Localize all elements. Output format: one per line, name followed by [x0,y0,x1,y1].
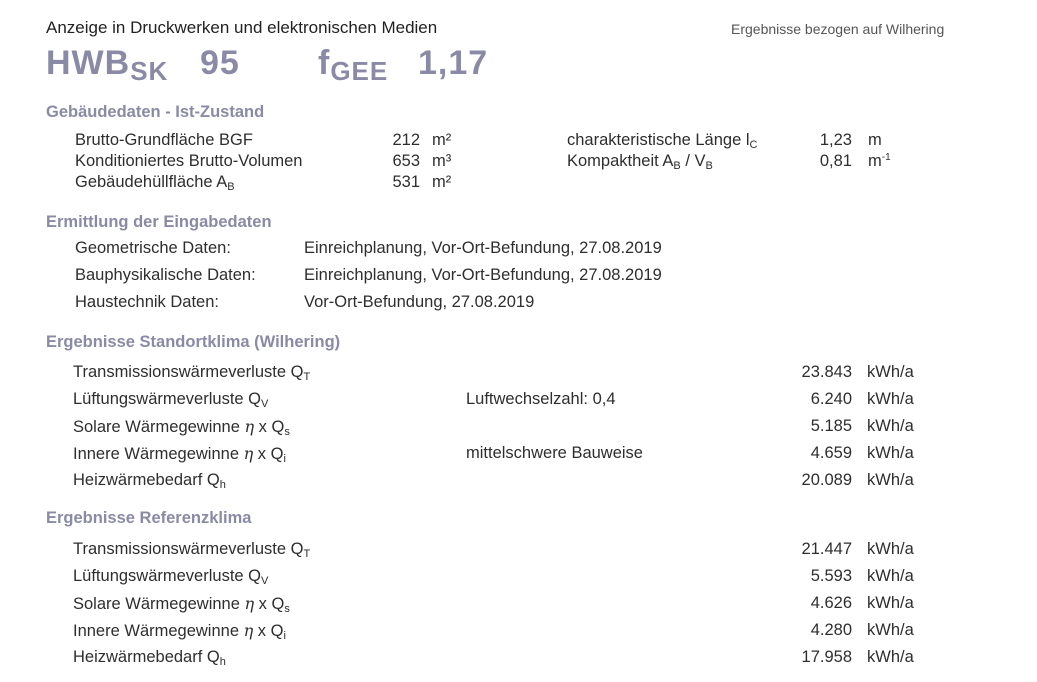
char-laenge-label-sub: C [749,139,758,151]
char-laenge-label-text: charakteristische Länge l [567,131,750,149]
referenz-solar-label [73,594,290,615]
header-location-note: Ergebnisse bezogen auf Wilhering [731,21,945,37]
fgee-value: 1,17 [418,44,489,82]
volumen-value: 653 [392,152,420,170]
standort-transmission-label [73,363,310,383]
char-laenge-label [567,131,757,151]
standort-innere-sub: i [283,453,286,465]
referenz-innere-sub: i [283,630,286,642]
standort-innere-value: 4.659 [810,444,852,462]
hwb-value: 95 [200,44,240,82]
referenz-innere-text: Innere Wärmegewinne [73,622,244,640]
standort-heizwaerme-value: 20.089 [801,471,852,489]
referenz-lueftung-value: 5.593 [810,567,852,585]
referenz-lueftung-unit: kWh/a [867,567,914,585]
haustechnik-daten-value: Vor-Ort-Befundung, 27.08.2019 [304,293,535,311]
referenz-solar-unit: kWh/a [867,594,914,612]
referenz-heizwaerme-label [73,648,226,668]
kompaktheit-label-mid: / V [680,152,706,170]
bgf-unit: m² [432,131,452,149]
eta-symbol: η [243,621,254,640]
standort-innere-unit: kWh/a [867,444,914,462]
huellflaeche-value: 531 [392,173,420,191]
standort-lueftung-value: 6.240 [810,390,852,408]
geometrische-daten-value: Einreichplanung, Vor-Ort-Befundung, 27.08.2019 [304,239,662,257]
referenz-transmission-unit: kWh/a [867,540,914,558]
standort-lueftung-label [73,390,268,410]
eta-symbol: η [244,594,255,613]
char-laenge-value: 1,23 [819,131,852,149]
char-laenge-unit: m [868,131,882,149]
standort-transmission-value: 23.843 [801,363,852,381]
section-title-gebaeudedaten: Gebäudedaten - Ist-Zustand [46,103,265,121]
standort-solar-text: Solare Wärmegewinne [73,418,245,436]
referenz-heizwaerme-sub: h [219,656,226,668]
huellflaeche-label-text: Gebäudehüllfläche A [75,173,228,191]
standort-solar-mid: x Q [254,418,285,436]
standort-heizwaerme-text: Heizwärmebedarf Q [73,471,220,489]
referenz-innere-mid: x Q [253,622,284,640]
referenz-solar-value: 4.626 [810,594,852,612]
standort-lueftung-sub: V [261,398,269,410]
section-title-standortklima: Ergebnisse Standortklima (Wilhering) [46,333,341,351]
kompaktheit-label [567,152,713,172]
standort-innere-note: mittelschwere Bauweise [466,444,643,462]
standort-transmission-unit: kWh/a [867,363,914,381]
referenz-solar-sub: s [284,603,290,615]
standort-transmission-text: Transmissionswärmeverluste Q [73,363,304,381]
referenz-heizwaerme-value: 17.958 [801,648,852,666]
fgee-indicator [318,44,388,87]
referenz-innere-unit: kWh/a [867,621,914,639]
hwb-label-sub: SK [130,56,169,86]
referenz-heizwaerme-unit: kWh/a [867,648,914,666]
geometrische-daten-label: Geometrische Daten: [75,239,231,257]
hwb-indicator [46,44,168,87]
eta-symbol: η [243,444,254,463]
referenz-solar-mid: x Q [254,595,285,613]
referenz-lueftung-text: Lüftungswärmeverluste Q [73,567,262,585]
referenz-innere-label [73,621,286,642]
section-title-referenzklima: Ergebnisse Referenzklima [46,509,252,527]
kompaktheit-label-text: Kompaktheit A [567,152,674,170]
standort-solar-sub: s [284,426,290,438]
referenz-transmission-value: 21.447 [801,540,852,558]
referenz-transmission-text: Transmissionswärmeverluste Q [73,540,304,558]
kompaktheit-unit-exp: -1 [881,152,891,163]
standort-innere-text: Innere Wärmegewinne [73,445,244,463]
volumen-unit: m³ [432,152,452,170]
referenz-transmission-sub: T [303,548,311,560]
standort-heizwaerme-sub: h [219,479,226,491]
kompaktheit-label-sub1: B [673,160,681,172]
standort-lueftung-note: Luftwechselzahl: 0,4 [466,390,616,408]
referenz-lueftung-label [73,567,268,587]
kompaktheit-label-sub2: B [705,160,713,172]
kompaktheit-unit [868,152,891,171]
kompaktheit-unit-base: m [868,152,882,170]
standort-heizwaerme-unit: kWh/a [867,471,914,489]
fgee-label-sub: GEE [330,56,389,86]
referenz-lueftung-sub: V [261,575,269,587]
volumen-label: Konditioniertes Brutto-Volumen [75,152,303,170]
kompaktheit-value: 0,81 [819,152,852,170]
standort-transmission-sub: T [303,371,311,383]
bauphysikalische-daten-value: Einreichplanung, Vor-Ort-Befundung, 27.08.2019 [304,266,662,284]
standort-heizwaerme-label [73,471,226,491]
standort-solar-label [73,417,290,438]
referenz-transmission-label [73,540,310,560]
huellflaeche-label-sub: B [227,181,235,193]
standort-lueftung-unit: kWh/a [867,390,914,408]
haustechnik-daten-label: Haustechnik Daten: [75,293,219,311]
referenz-solar-text: Solare Wärmegewinne [73,595,245,613]
standort-lueftung-text: Lüftungswärmeverluste Q [73,390,262,408]
standort-solar-unit: kWh/a [867,417,914,435]
standort-solar-value: 5.185 [810,417,852,435]
bgf-value: 212 [392,131,420,149]
standort-innere-label [73,444,286,465]
section-title-eingabedaten: Ermittlung der Eingabedaten [46,213,272,231]
huellflaeche-unit: m² [432,173,452,191]
referenz-innere-value: 4.280 [810,621,852,639]
fgee-label: f [318,44,331,82]
hwb-label: HWB [46,44,131,82]
bgf-label: Brutto-Grundfläche BGF [75,131,253,149]
referenz-heizwaerme-text: Heizwärmebedarf Q [73,648,220,666]
standort-innere-mid: x Q [253,445,284,463]
eta-symbol: η [244,417,255,436]
header-title: Anzeige in Druckwerken und elektronischen Medien [46,18,438,37]
huellflaeche-label [75,173,235,193]
bauphysikalische-daten-label: Bauphysikalische Daten: [75,266,256,284]
